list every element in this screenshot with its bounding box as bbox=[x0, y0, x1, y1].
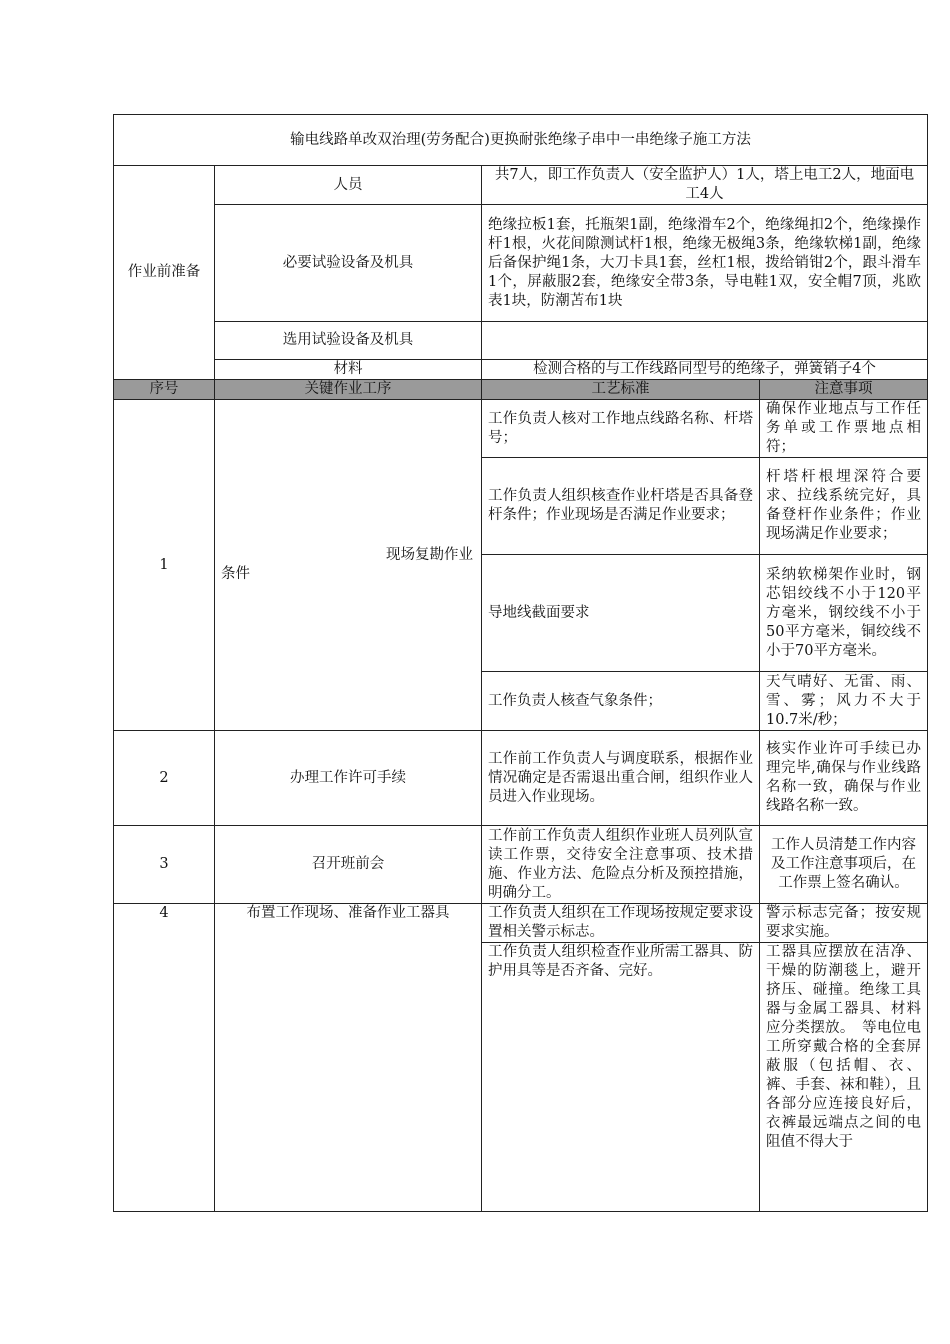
step-process: 办理工作许可手续 bbox=[215, 731, 482, 826]
step-standard: 工作前工作负责人与调度联系，根据作业情况确定是否需退出重合闸，组织作业人员进入作业现场。 bbox=[482, 731, 760, 826]
step-process-line1: 现场复勘作业 bbox=[386, 547, 473, 563]
step-note: 核实作业许可手续已办理完毕,确保与作业线路名称一致，确保与作业线路名称一致。 bbox=[760, 731, 928, 826]
prep-label-materials: 材料 bbox=[215, 360, 482, 380]
step-note: 采纳软梯架作业时，钢芯铝绞线不小于120平方毫米，钢绞线不小于50平方毫米，铜绞线不小于70平方毫米。 bbox=[760, 555, 928, 672]
step-number: 3 bbox=[114, 826, 215, 904]
prep-value-materials: 检测合格的与工作线路同型号的绝缘子，弹簧销子4个 bbox=[482, 360, 928, 380]
step-note: 警示标志完备；按安规要求实施。 bbox=[760, 904, 928, 943]
prep-value-equipment: 绝缘拉板1套，托瓶架1副，绝缘滑车2个，绝缘绳扣2个，绝缘操作杆1根，火花间隙测试杆1根，绝缘无极绳3条，绝缘软梯1副，绝缘后备保护绳1条，大刀卡具1套，丝杠1根，拨给销钳2个，跟斗滑车1个，屏蔽服2套，绝缘安全带3条，导电鞋1双，安全帽7顶，兆欧表1块，防潮苫布1块 bbox=[482, 205, 928, 322]
prep-value-personnel: 共7人，即工作负责人（安全监护人）1人，塔上电工2人，地面电工4人 bbox=[482, 166, 928, 205]
prep-label-equipment: 必要试验设备及机具 bbox=[215, 205, 482, 322]
step-process-line2: 条件 bbox=[221, 566, 250, 582]
step-standard: 工作负责人组织检查作业所需工器具、防护用具等是否齐备、完好。 bbox=[482, 943, 760, 1212]
step-process: 召开班前会 bbox=[215, 826, 482, 904]
step-note: 天气晴好、无雷、雨、雪、雾；风力不大于10.7米/秒； bbox=[760, 672, 928, 731]
prep-label-personnel: 人员 bbox=[215, 166, 482, 205]
step-standard: 导地线截面要求 bbox=[482, 555, 760, 672]
procedure-document bbox=[113, 114, 927, 1212]
prep-value-optional bbox=[482, 322, 928, 360]
step-note-cell bbox=[760, 943, 928, 1212]
column-header-no: 序号 bbox=[114, 380, 215, 400]
step-number: 4 bbox=[114, 904, 215, 1212]
document-title: 输电线路单改双治理(劳务配合)更换耐张绝缘子串中一串绝缘子施工方法 bbox=[114, 115, 928, 166]
step-number: 2 bbox=[114, 731, 215, 826]
step-standard: 工作负责人核查气象条件； bbox=[482, 672, 760, 731]
column-header-process: 关键作业工序 bbox=[215, 380, 482, 400]
step-standard: 工作负责人组织在工作现场按规定要求设置相关警示标志。 bbox=[482, 904, 760, 943]
column-header-standard: 工艺标准 bbox=[482, 380, 760, 400]
step-standard: 工作前工作负责人组织作业班人员列队宣读工作票，交待安全注意事项、技术措施、作业方法、危险点分析及预控措施，明确分工。 bbox=[482, 826, 760, 904]
step-process: 布置工作现场、准备作业工器具 bbox=[215, 904, 482, 1212]
step-note: 工器具应摆放在洁净、干燥的防潮毯上，避开挤压、碰撞。绝缘工具器与金属工器具、材料应分类摆放。 等电位电工所穿戴合格的全套屏蔽服（包括帽、衣、裤、手套、袜和鞋），且各部分应连接良好后，衣裤最远端点之间的电阻值不得大于 bbox=[766, 944, 921, 1150]
procedure-table bbox=[113, 114, 928, 1212]
step-standard: 工作负责人组织核查作业杆塔是否具备登杆条件；作业现场是否满足作业要求； bbox=[482, 458, 760, 555]
column-header-notes: 注意事项 bbox=[760, 380, 928, 400]
prep-section-label: 作业前准备 bbox=[114, 166, 215, 380]
step-note: 杆塔杆根埋深符合要求、拉线系统完好，具备登杆作业条件；作业现场满足作业要求； bbox=[760, 458, 928, 555]
step-process bbox=[215, 400, 482, 731]
prep-label-optional: 选用试验设备及机具 bbox=[215, 322, 482, 360]
step-note: 工作人员清楚工作内容及工作注意事项后，在工作票上签名确认。 bbox=[760, 826, 928, 904]
step-note: 确保作业地点与工作任务单或工作票地点相符； bbox=[760, 400, 928, 458]
step-number: 1 bbox=[114, 400, 215, 731]
step-standard: 工作负责人核对工作地点线路名称、杆塔号； bbox=[482, 400, 760, 458]
